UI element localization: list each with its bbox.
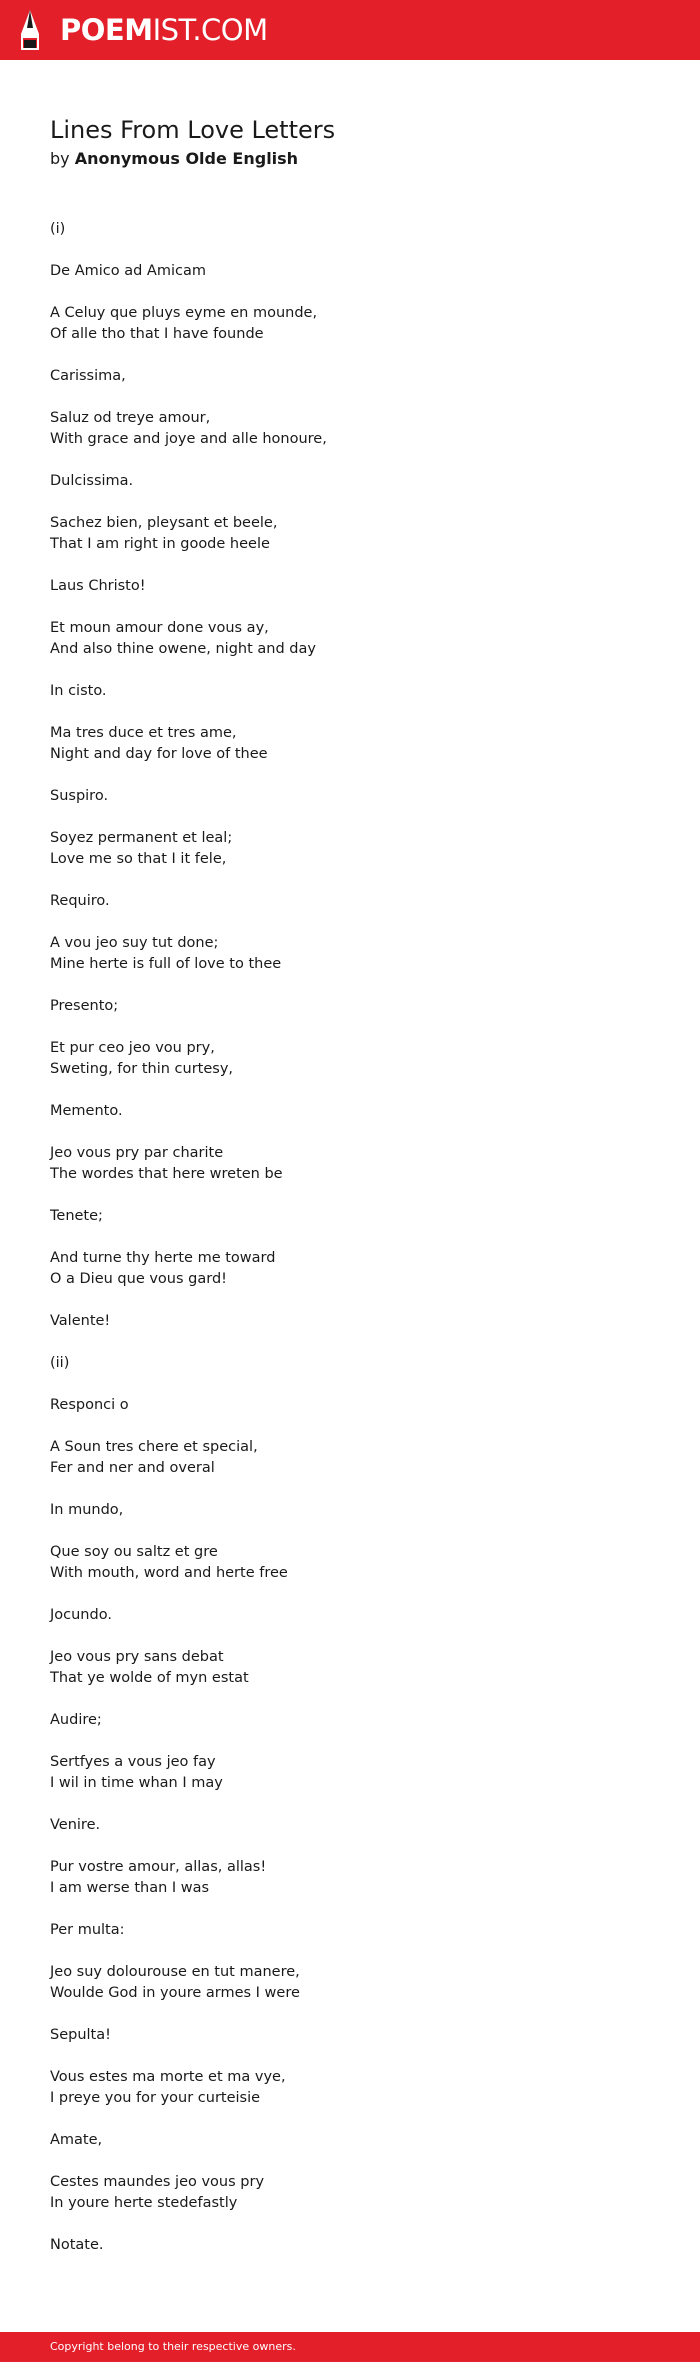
poem-line: Saluz od treye amour, [50,410,211,426]
poem-line: A Celuy que pluys eyme en mounde, [50,305,318,321]
poem-line: Fer and ner and overal [50,1460,215,1476]
stanza [50,996,650,1017]
stanza [50,2130,650,2151]
stanza [50,2025,650,2046]
poem-line: Love me so that I it fele, [50,851,227,867]
site-header [0,0,700,60]
poem-line: In mundo, [50,1502,124,1518]
poem-line: Responci o [50,1397,129,1413]
poem-title: Lines From Love Letters [50,116,336,144]
stanza [50,828,650,870]
stanza [50,1143,650,1185]
poem-line: Et pur ceo jeo vou pry, [50,1040,215,1056]
poem-line: And also thine owene, night and day [50,641,316,657]
stanza [50,471,650,492]
poem-line: O a Dieu que vous gard! [50,1271,227,1287]
poem-line: Suspiro. [50,788,109,804]
stanza [50,261,650,282]
poem-line: Memento. [50,1103,123,1119]
poem-line: Jeo vous pry sans debat [50,1649,224,1665]
stanza [50,2172,650,2214]
poem-line: Sertfyes a vous jeo fay [50,1754,216,1770]
poem-line: Jeo vous pry par charite [50,1145,224,1161]
poem-line: Et moun amour done vous ay, [50,620,269,636]
site-logo[interactable] [60,12,268,48]
stanza [50,1500,650,1521]
stanza [50,1962,650,2004]
poem-line: Dulcissima. [50,473,134,489]
stanza [50,1815,650,1836]
stanza [50,1542,650,1584]
stanza [50,1920,650,1941]
poem-line: In youre herte stedefastly [50,2195,238,2211]
stanza [50,1101,650,1122]
poem-line: De Amico ad Amicam [50,263,206,279]
poem-line: (ii) [50,1355,70,1371]
poem-line: A Soun tres chere et special, [50,1439,258,1455]
poem-line: Requiro. [50,893,110,909]
stanza [50,723,650,765]
stanza [50,1710,650,1731]
poem-line: With mouth, word and herte free [50,1565,288,1581]
brand-light-text: IST.COM [152,13,268,47]
poem-line: That ye wolde of myn estat [50,1670,249,1686]
poem-line: I wil in time whan I may [50,1775,223,1791]
poem-body [50,219,650,2277]
poem-line: The wordes that here wreten be [50,1166,283,1182]
poem-line: Pur vostre amour, allas, allas! [50,1859,267,1875]
poem-line: Sepulta! [50,2027,111,2043]
stanza [50,219,650,240]
poem-line: A vou jeo suy tut done; [50,935,219,951]
poem-line: Per multa: [50,1922,125,1938]
poem-line: Jocundo. [50,1607,112,1623]
poem-line: I am werse than I was [50,1880,210,1896]
stanza [50,933,650,975]
stanza [50,1038,650,1080]
poem-line: Venire. [50,1817,101,1833]
poem-line: Carissima, [50,368,126,384]
poem-line: In cisto. [50,683,107,699]
poem-line: Ma tres duce et tres ame, [50,725,237,741]
poem-line: Woulde God in youre armes I were [50,1985,300,2001]
by-label: by [50,149,70,168]
stanza [50,1437,650,1479]
poem-line: Sweting, for thin curtesy, [50,1061,234,1077]
stanza [50,1752,650,1794]
site-footer [0,2332,700,2362]
stanza [50,1395,650,1416]
poem-line: Audire; [50,1712,102,1728]
poem-line: Soyez permanent et leal; [50,830,233,846]
byline [50,148,298,170]
stanza [50,1605,650,1626]
stanza [50,366,650,387]
stanza [50,891,650,912]
poem-line: Jeo suy dolourouse en tut manere, [50,1964,300,1980]
stanza [50,1647,650,1689]
poem-line: Tenete; [50,1208,103,1224]
poem-line: Of alle tho that I have founde [50,326,264,342]
brand-bold-text: POEM [60,13,153,47]
poem-line: Valente! [50,1313,111,1329]
poem-line: Cestes maundes jeo vous pry [50,2174,265,2190]
copyright-notice: Copyright belong to their respective owners. [50,2340,296,2353]
poem-line: With grace and joye and alle honoure, [50,431,327,447]
stanza [50,576,650,597]
stanza [50,2235,650,2256]
stanza [50,786,650,807]
stanza [50,1353,650,1374]
poem-line: Night and day for love of thee [50,746,268,762]
pen-nib-icon[interactable] [17,8,43,52]
stanza [50,1857,650,1899]
author-name: Anonymous Olde English [74,149,299,168]
poem-line: That I am right in goode heele [50,536,270,552]
poem-line: Que soy ou saltz et gre [50,1544,218,1560]
poem-line: Mine herte is full of love to thee [50,956,282,972]
poem-line: Presento; [50,998,119,1014]
stanza [50,408,650,450]
poem-line: Amate, [50,2132,103,2148]
stanza [50,1206,650,1227]
poem-line: And turne thy herte me toward [50,1250,276,1266]
stanza [50,2067,650,2109]
stanza [50,1248,650,1290]
poem-line: Sachez bien, pleysant et beele, [50,515,278,531]
stanza [50,513,650,555]
stanza [50,618,650,660]
poem-line: Notate. [50,2237,104,2253]
poem-line: I preye you for your curteisie [50,2090,261,2106]
stanza [50,681,650,702]
poem-line: (i) [50,221,66,237]
stanza [50,303,650,345]
poem-line: Vous estes ma morte et ma vye, [50,2069,286,2085]
stanza [50,1311,650,1332]
poem-line: Laus Christo! [50,578,146,594]
